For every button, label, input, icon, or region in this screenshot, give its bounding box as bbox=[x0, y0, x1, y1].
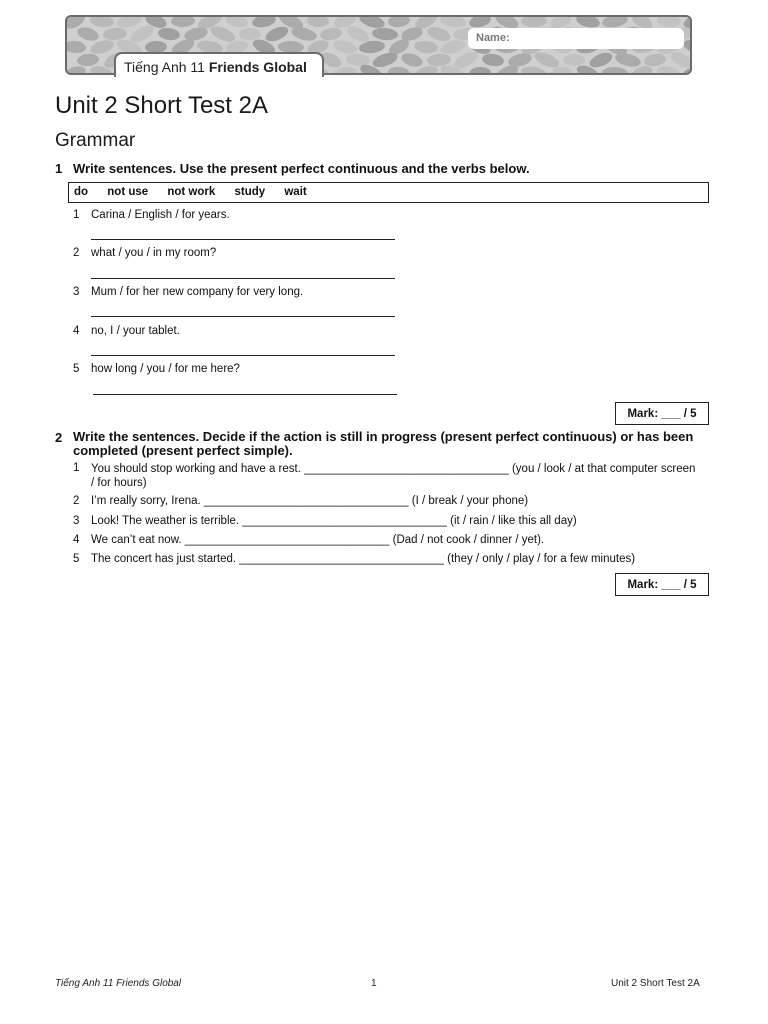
word-bank-item: not work bbox=[167, 186, 216, 198]
ex1-item-prompt: Mum / for her new company for very long. bbox=[91, 286, 304, 298]
banner-pebble bbox=[439, 17, 466, 29]
banner-pebble bbox=[426, 24, 453, 43]
name-field[interactable] bbox=[468, 28, 684, 49]
ex2-item-text: Look! The weather is terrible. ________________________________ (it / rain / like this all day) bbox=[91, 515, 577, 527]
ex2-item-text: I’m really sorry, Irena. ________________________________ (I / break / your phone) bbox=[91, 495, 529, 507]
banner-pebble bbox=[521, 17, 547, 27]
ex2-item-number: 5 bbox=[73, 553, 80, 565]
banner-pebble bbox=[387, 17, 410, 28]
exercise1-mark: Mark: ___ / 5 bbox=[615, 402, 709, 425]
banner-pebble bbox=[387, 66, 410, 75]
name-label: Name: bbox=[476, 32, 510, 44]
banner-pebble bbox=[656, 64, 682, 75]
banner-pebble bbox=[345, 23, 372, 45]
banner-pebble bbox=[103, 27, 128, 41]
ex1-item-prompt: Carina / English / for years. bbox=[91, 209, 230, 221]
banner-pebble bbox=[332, 38, 358, 56]
banner-pebble bbox=[481, 52, 505, 67]
banner-pebble bbox=[657, 17, 682, 28]
ex1-item-number: 1 bbox=[73, 209, 80, 221]
banner-pebble bbox=[520, 65, 548, 75]
ex2-item-number: 4 bbox=[73, 534, 80, 546]
banner-pebble bbox=[588, 50, 615, 70]
exercise2-mark: Mark: ___ / 5 bbox=[615, 573, 709, 596]
word-bank-item: study bbox=[234, 186, 266, 198]
exercise1-instruction: Write sentences. Use the present perfect continuous and the verbs below. bbox=[73, 161, 530, 176]
banner-pebble bbox=[319, 26, 343, 41]
ex2-item-text: You should stop working and have a rest. ________________________________ (you / look / at that computer screen / for hours) bbox=[91, 463, 696, 489]
banner-pebble bbox=[669, 49, 692, 71]
ex2-item-text: The concert has just started. ________________________________ (they / only / play / for a few minutes) bbox=[91, 553, 636, 565]
brand-tab bbox=[114, 52, 324, 77]
word-bank-item: wait bbox=[284, 186, 307, 198]
banner-pebble bbox=[307, 17, 330, 28]
ex1-item-number: 3 bbox=[73, 286, 80, 298]
banner-pebble bbox=[89, 17, 114, 28]
banner-pebble bbox=[563, 54, 585, 66]
ex1-item-prompt: what / you / in my room? bbox=[91, 247, 217, 259]
answer-line[interactable] bbox=[91, 278, 395, 279]
banner-pebble bbox=[602, 67, 628, 75]
banner-pebble bbox=[225, 17, 249, 29]
banner-pebble bbox=[76, 53, 99, 67]
answer-line[interactable] bbox=[93, 394, 397, 395]
answer-line[interactable] bbox=[91, 316, 395, 317]
footer-left: Tiếng Anh 11 Friends Global bbox=[55, 978, 182, 989]
ex1-item-number: 4 bbox=[73, 325, 80, 337]
banner-pebble bbox=[533, 49, 562, 70]
banner-pebble bbox=[400, 51, 425, 69]
ex2-item-number: 1 bbox=[73, 462, 80, 474]
brand-regular: Tiếng Anh 11 bbox=[124, 59, 209, 75]
banner-pebble bbox=[209, 23, 238, 44]
banner-pebble bbox=[469, 66, 492, 75]
banner-pebble bbox=[157, 26, 181, 41]
answer-line[interactable] bbox=[91, 239, 395, 240]
word-bank bbox=[68, 182, 709, 203]
banner-pebble bbox=[76, 25, 101, 43]
word-bank-item: not use bbox=[107, 186, 149, 198]
ex1-item-prompt: how long / you / for me here? bbox=[91, 363, 240, 375]
banner-pebble bbox=[346, 53, 371, 67]
ex2-item-text: We can’t eat now. ________________________________ (Dad / not cook / dinner / yet). bbox=[91, 534, 545, 546]
page-title: Unit 2 Short Test 2A bbox=[55, 92, 268, 119]
exercise1-number: 1 bbox=[55, 161, 63, 176]
banner-pebble bbox=[643, 52, 667, 67]
exercise2-number: 2 bbox=[55, 430, 63, 445]
ex1-item-number: 2 bbox=[73, 247, 80, 259]
banner-pebble bbox=[264, 24, 291, 44]
banner-pebble bbox=[67, 40, 87, 54]
banner-pebble bbox=[171, 17, 195, 27]
page-number: 1 bbox=[371, 978, 377, 989]
section-title: Grammar bbox=[55, 130, 136, 151]
ex1-item-number: 5 bbox=[73, 363, 80, 375]
banner-pebble bbox=[358, 39, 385, 54]
answer-line[interactable] bbox=[91, 355, 395, 356]
banner-pebble bbox=[251, 17, 277, 29]
footer-right: Unit 2 Short Test 2A bbox=[611, 978, 700, 989]
banner-pebble bbox=[427, 53, 452, 67]
word-bank-item: do bbox=[74, 186, 89, 198]
ex1-item-prompt: no, I / your tablet. bbox=[91, 325, 180, 337]
ex2-item-number: 3 bbox=[73, 515, 80, 527]
exercise2-instruction: Write the sentences. Decide if the action is still in progress (present perfect continuous) or has been completed (present perfect simple). bbox=[73, 429, 694, 458]
banner-pebble bbox=[239, 28, 261, 40]
banner-pebble bbox=[372, 27, 399, 41]
banner-pebble bbox=[413, 40, 438, 55]
ex2-item-number: 2 bbox=[73, 495, 80, 507]
brand-bold: Friends Global bbox=[208, 59, 307, 75]
